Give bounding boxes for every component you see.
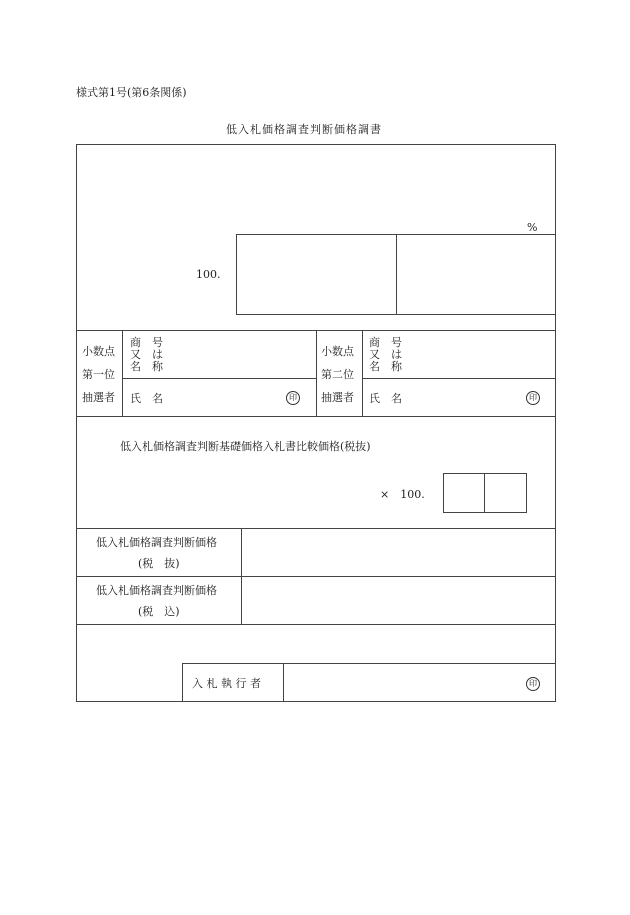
frame-bottom: [76, 701, 556, 702]
first-company-line2: 又 は: [130, 348, 163, 361]
second-company-field[interactable]: [440, 333, 552, 375]
second-drawer-label: 抽選者: [321, 391, 354, 404]
frame-right: [555, 144, 556, 702]
second-decimal-label-2: 第二位: [321, 368, 354, 381]
price-incl-field[interactable]: [242, 577, 554, 623]
lottery-vline-3: [362, 330, 363, 417]
lottery-mid-line-left: [122, 378, 316, 379]
frame-left: [76, 144, 77, 702]
first-drawer-label: 抽選者: [82, 391, 115, 404]
lottery-mid-line-right: [362, 378, 556, 379]
first-decimal-box[interactable]: [237, 235, 395, 313]
price-bottom-line: [76, 624, 556, 625]
lottery-vline-2: [316, 330, 317, 417]
percent-sign: %: [527, 221, 538, 234]
ratio-digit-2-box[interactable]: [485, 474, 525, 511]
price-excl-label-2: (税 抜): [138, 557, 180, 570]
executor-name-field[interactable]: [284, 664, 514, 700]
first-company-line1: 商 号: [130, 336, 163, 349]
first-person-field[interactable]: [175, 382, 275, 412]
executor-vline-1: [182, 663, 183, 702]
second-company-line2: 又 は: [369, 348, 402, 361]
executor-seal-icon: 印: [526, 677, 540, 691]
first-company-field[interactable]: [200, 333, 312, 375]
price-incl-label-2: (税 込): [138, 605, 180, 618]
ratio-digit-1-box[interactable]: [444, 474, 483, 511]
small-box-bottom: [443, 512, 527, 513]
first-decimal-label-1: 小数点: [82, 345, 115, 358]
executor-label: 入 札 執 行 者: [192, 677, 261, 690]
second-company-line1: 商 号: [369, 336, 402, 349]
small-box-right: [526, 473, 527, 513]
frame-top: [76, 144, 556, 145]
price-incl-label-1: 低入札価格調査判断価格: [96, 584, 217, 597]
first-seal-icon: 印: [286, 391, 300, 405]
lottery-vline-1: [122, 330, 123, 417]
first-decimal-label-2: 第一位: [82, 368, 115, 381]
formula-multiplier: × 100.: [380, 488, 425, 501]
second-person-label: 氏 名: [369, 392, 402, 405]
second-person-field[interactable]: [414, 382, 514, 412]
second-decimal-label-1: 小数点: [321, 345, 354, 358]
second-seal-icon: 印: [526, 391, 540, 405]
second-company-line3: 名 称: [369, 360, 402, 373]
formula-text: 低入札価格調査判断基礎価格入札書比較価格(税抜): [120, 440, 371, 453]
first-person-label: 氏 名: [130, 392, 163, 405]
first-company-line3: 名 称: [130, 360, 163, 373]
form-number: 様式第1号(第6条関係): [76, 86, 187, 99]
price-excl-label-1: 低入札価格調査判断価格: [96, 536, 217, 549]
price-excl-field[interactable]: [242, 529, 554, 575]
page-title: 低入札価格調査判断価格調書: [226, 123, 382, 136]
base-hundred: 100.: [196, 268, 221, 281]
second-decimal-box[interactable]: [397, 235, 554, 313]
